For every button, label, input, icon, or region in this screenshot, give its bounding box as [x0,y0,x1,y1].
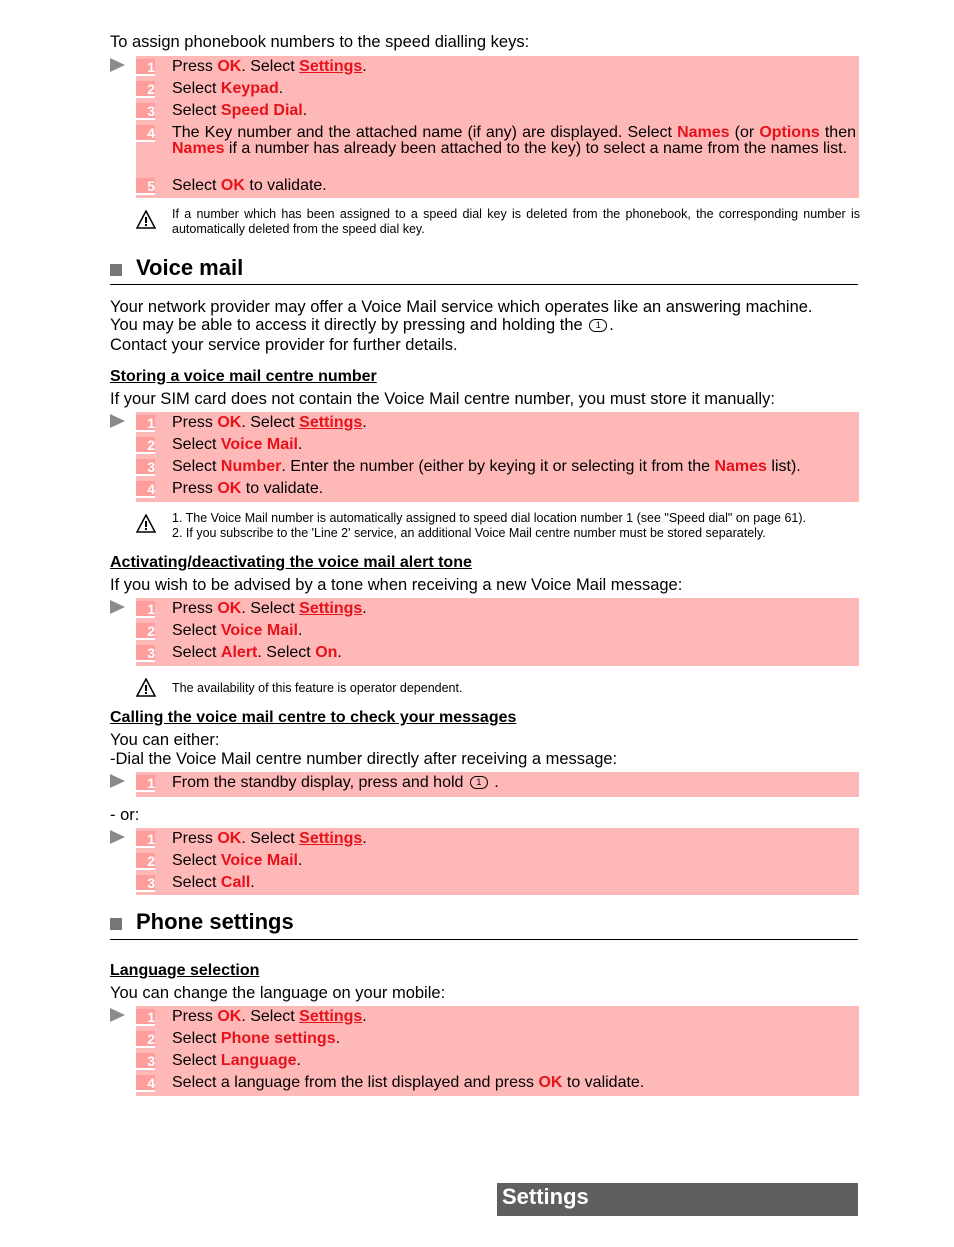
keyword: Phone settings [220,1030,336,1047]
step-row: 1 Press OK. Select Settings. [136,56,859,78]
step-number: 1 [136,1009,155,1026]
settings-link[interactable]: Settings [299,1008,363,1025]
step-number: 2 [136,437,155,454]
key-1-icon: 1 [470,776,488,789]
keyword: Names [172,139,225,157]
subheading: Activating/deactivating the voice mail alert tone [110,554,472,571]
keyword: Names [677,124,730,141]
paragraph: You can change the language on your mobile: [110,984,446,1002]
note-text: 1. The Voice Mail number is automatically assigned to speed dial location number 1 (see "Speed dial" on page 61). 2. If you subscribe to the 'Line 2' service, an additional Voice Mail centre number must be stored separately. [172,511,807,540]
step-row: 3 Select Language. [136,1050,859,1072]
settings-link[interactable]: Settings [299,600,363,617]
step-row: 1 Press OK. Select Settings. [136,412,859,434]
step-row: 1 From the standby display, press and hold 1 . [136,772,859,794]
step-number: 1 [136,775,155,792]
note-text: If a number which has been assigned to a speed dial key is deleted from the phonebook, the corresponding number is automatically deleted from the speed dial key. [172,207,860,236]
keyword: On [315,644,338,661]
keyword: OK [217,414,242,431]
settings-link[interactable]: Settings [299,830,363,847]
step-row: 3 Select Speed Dial. [136,100,859,122]
keyword: Names [714,458,767,475]
keyword: OK [217,58,242,75]
step-number: 4 [136,1075,155,1092]
section-divider [110,284,858,285]
section-divider [110,939,858,940]
section-title: Voice mail [136,255,244,280]
step-row: 3 Select Alert. Select On. [136,642,859,664]
step-row: 2 Select Keypad. [136,78,859,100]
speed-dial-steps [136,56,859,198]
step-row: 2 Select Voice Mail. [136,434,859,456]
keyword: OK [217,830,242,847]
language-steps [136,1006,859,1096]
step-number: 1 [136,831,155,848]
step-arrow-icon [110,830,125,844]
keyword: OK [217,480,242,497]
intro-text: To assign phonebook numbers to the speed dialling keys: [110,33,530,51]
paragraph: Your network provider may offer a Voice Mail service which operates like an answering machine. [110,298,813,316]
keyword: OK [538,1074,563,1091]
step-arrow-icon [110,600,125,614]
subheading: Storing a voice mail centre number [110,368,377,385]
alert-steps [136,598,859,666]
step-number: 3 [136,645,155,662]
keyword: Keypad [220,80,279,97]
keyword: Voice Mail [220,622,298,639]
call-steps [136,828,859,895]
section-bullet-icon [110,264,122,276]
paragraph: If you wish to be advised by a tone when receiving a new Voice Mail message: [110,576,683,594]
step-row: 2 Select Voice Mail. [136,620,859,642]
settings-link[interactable]: Settings [299,58,363,75]
keyword: OK [220,177,245,194]
paragraph: - or: [110,806,140,824]
note-text: The availability of this feature is operator dependent. [172,681,463,695]
step-row: 1 Press OK. Select Settings. [136,1006,859,1028]
step-number: 2 [136,623,155,640]
step-row: 2 Select Voice Mail. [136,850,859,872]
step-row: 4 Press OK to validate. [136,478,859,500]
keyword: Options [759,124,820,141]
step-number: 1 [136,415,155,432]
step-number: 3 [136,103,155,120]
paragraph: You may be able to access it directly by pressing and holding the 1 . [110,316,614,334]
keyword: Language [220,1052,297,1069]
step-arrow-icon [110,414,125,428]
step-number: 1 [136,601,155,618]
storing-steps [136,412,859,502]
step-number: 3 [136,875,155,892]
keyword: Voice Mail [220,852,298,869]
step-number: 2 [136,1031,155,1048]
keyword: Number [220,458,282,475]
step-row: 5 Select OK to validate. [136,175,859,197]
step-number: 4 [136,481,155,498]
keyword: OK [217,1008,242,1025]
step-number: 2 [136,853,155,870]
step-arrow-icon [110,58,125,72]
paragraph: If your SIM card does not contain the Voice Mail centre number, you must store it manually: [110,390,775,408]
step-arrow-icon [110,1008,125,1022]
keyword: Speed Dial [220,102,303,119]
footer-chapter-title: Settings [502,1184,589,1209]
keyword: OK [217,600,242,617]
step-row: 3 Select Call. [136,872,859,894]
warning-icon [136,210,156,230]
paragraph: Contact your service provider for further details. [110,336,458,354]
keyword: Call [220,874,251,891]
section-title: Phone settings [136,909,294,934]
step-row: 4 Select a language from the list displayed and press OK to validate. [136,1072,859,1094]
step-row: 4 The Key number and the attached name (if any) are displayed. Select Names (or Options then Names if a number has already been attached to the key) to select a name from the names list. [136,122,859,175]
dial-steps [136,772,859,797]
subheading: Language selection [110,962,260,979]
step-number: 3 [136,459,155,476]
step-number: 3 [136,1053,155,1070]
section-bullet-icon [110,918,122,930]
settings-link[interactable]: Settings [299,414,363,431]
step-arrow-icon [110,774,125,788]
warning-icon [136,514,156,534]
subheading: Calling the voice mail centre to check your messages [110,709,517,726]
key-1-icon: 1 [589,319,607,332]
step-number: 5 [136,178,155,195]
step-row: 2 Select Phone settings. [136,1028,859,1050]
step-number: 2 [136,81,155,98]
keyword: Alert [220,644,258,661]
paragraph: You can either: [110,731,220,749]
paragraph: -Dial the Voice Mail centre number directly after receiving a message: [110,750,618,768]
step-row: 1 Press OK. Select Settings. [136,598,859,620]
keyword: Voice Mail [220,436,298,453]
step-row: 3 Select Number. Enter the number (either by keying it or selecting it from the Names list). [136,456,859,478]
step-row: 1 Press OK. Select Settings. [136,828,859,850]
step-number: 1 [136,59,155,76]
warning-icon [136,678,156,698]
step-number: 4 [136,125,155,142]
